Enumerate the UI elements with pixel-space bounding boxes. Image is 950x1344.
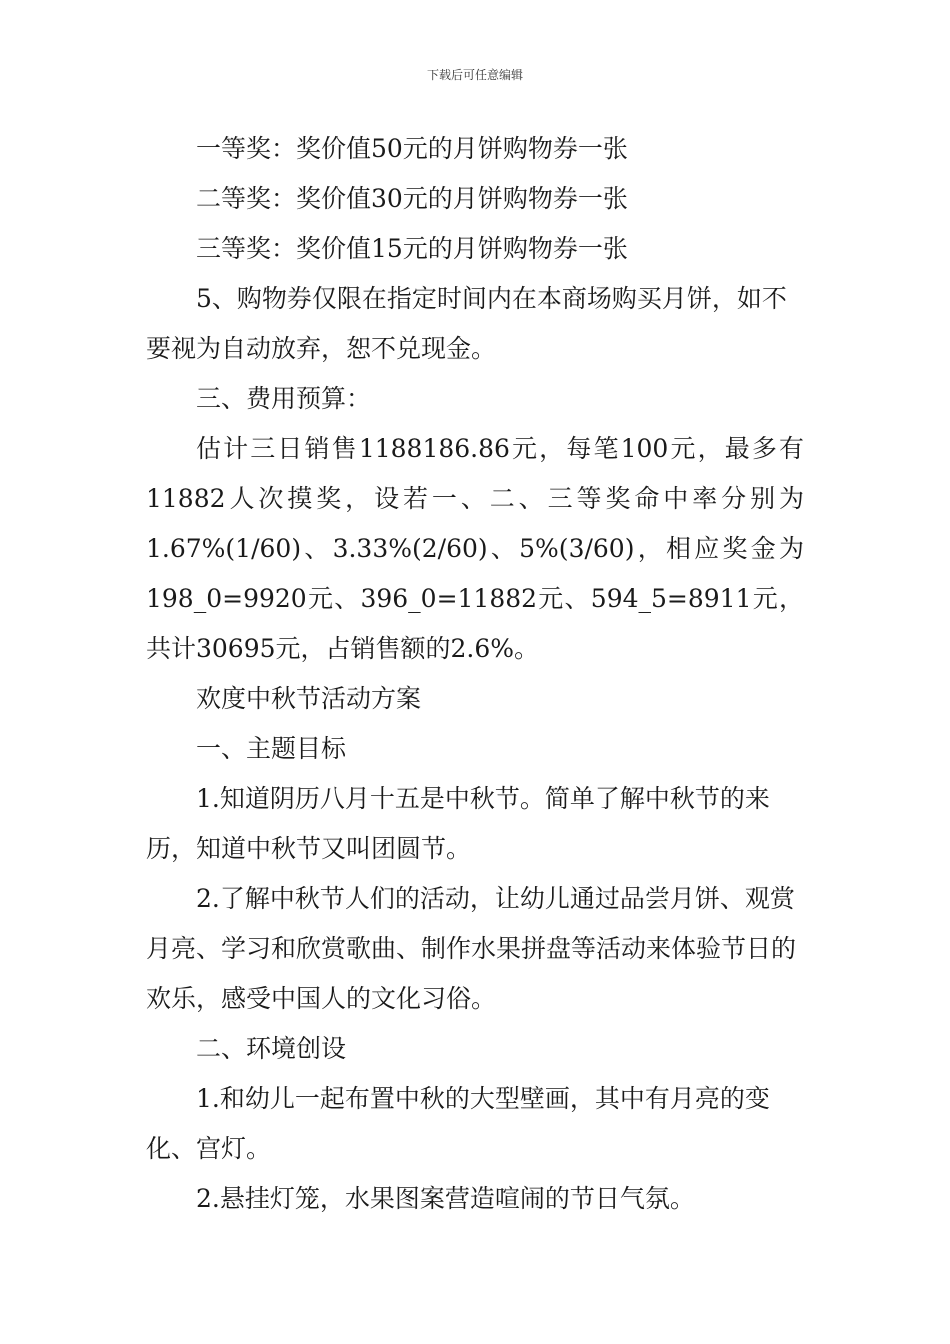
environment-item-1: 1.和幼儿一起布置中秋的大型壁画，其中有月亮的变化、宫灯。 [146,1084,770,1163]
plan-title: 欢度中秋节活动方案 [196,684,422,713]
prize-first: 一等奖：奖价值50元的月饼购物券一张 [196,134,628,163]
section-theme-heading: 一、主题目标 [196,734,347,763]
prize-second: 二等奖：奖价值30元的月饼购物券一张 [196,184,628,213]
document-body [146,124,804,1224]
environment-item-2: 2.悬挂灯笼，水果图案营造喧闹的节日气氛。 [196,1184,695,1213]
budget-paragraph: 估计三日销售1188186.86元，每笔100元，最多有11882人次摸奖，设若一、二、三等奖命中率分别为1.67%(1/60)、3.33%(2/60)、5%(3/60)，相应奖金为198_0=9920元、396_0=11882元、594_5=8911元，共计30695元，占销售额的2.6%。 [146,434,804,663]
section-budget-heading: 三、费用预算： [196,384,372,413]
prize-third: 三等奖：奖价值15元的月饼购物券一张 [196,234,628,263]
voucher-terms: 5、购物券仅限在指定时间内在本商场购买月饼，如不要视为自动放弃，恕不兑现金。 [146,284,787,363]
section-environment-heading: 二、环境创设 [196,1034,347,1063]
page-header-note: 下载后可任意编辑 [426,68,523,82]
theme-item-1: 1.知道阴历八月十五是中秋节。简单了解中秋节的来历，知道中秋节又叫团圆节。 [146,784,770,863]
theme-item-2: 2.了解中秋节人们的活动，让幼儿通过品尝月饼、观赏月亮、学习和欣赏歌曲、制作水果拼盘等活动来体验节日的欢乐，感受中国人的文化习俗。 [146,884,797,1013]
